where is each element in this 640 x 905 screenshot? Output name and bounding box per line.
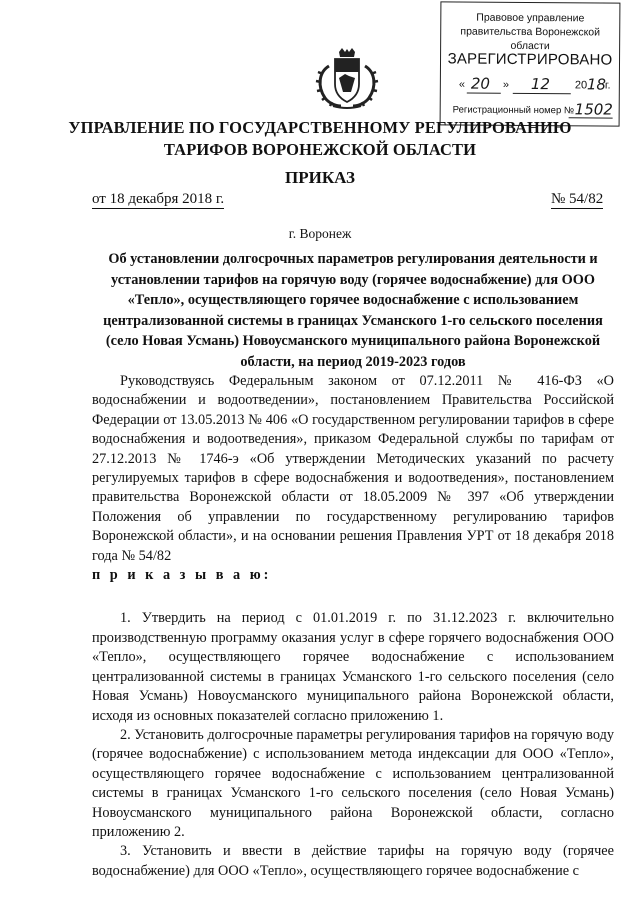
stamp-year-suffix: г. (604, 79, 611, 92)
order-subject: Об установлении долгосрочных параметров регулирования деятельности и установлении тарифов на горячую воду (горячее водоснабжение) для ООО «Тепло», осуществляющего горячее водоснабжение с использованием централизованной системы в границах Усманского 1-го сельского поселения (село Новая Усмань) Новоусманского муниципального района Воронежской области, на период 2019-2023 годов (103, 251, 603, 370)
preamble-text: Руководствуясь Федеральным законом от 07.12.2011 № 416-ФЗ «О водоснабжении и водоотведении», постановлением Правительства Российской Федерации от 13.05.2013 № 406 «О государственном регулировании тарифов в сфере водоснабжения и водоотведения», приказом Федеральной службы по тарифам от 27.12.2013 № 1746-э «Об утверждении Методических указаний по расчету регулируемых тарифов в сфере водоснабжения и водоотведения», постановлением правительства Воронежской области от 18.05.2009 № 397 «Об утверждении Положения об управлении по государственному регулированию тарифов Воронежской области», и на основании решения Правления УРТ от 18 декабря 2018 года № 54/82 (92, 373, 614, 564)
stamp-date-line: « 20 » 12 20 18 г. (458, 74, 611, 94)
authority-name-line2: ТАРИФОВ ВОРОНЕЖСКОЙ ОБЛАСТИ (163, 140, 477, 159)
order-body (92, 372, 614, 881)
voronezh-coat-of-arms-icon (315, 48, 379, 110)
item-3-paragraph: 3. Установить и ввести в действие тарифы на горячую воду (горячее водоснабжение) для ООО «Тепло», осуществляющего горячее водоснабжение с (92, 843, 614, 879)
stamp-registered-label: ЗАРЕГИСТРИРОВАНО (447, 50, 613, 69)
authority-name-line1: УПРАВЛЕНИЕ ПО ГОСУДАРСТВЕННОМУ РЕГУЛИРОВАНИЮ (68, 118, 572, 137)
stamp-day: 20 (470, 74, 491, 93)
stamp-number: 1502 (574, 100, 613, 119)
order-city: г. Воронеж (288, 226, 352, 241)
prikazyvayu-word: п р и к а з ы в а ю: (92, 567, 272, 584)
preamble-paragraph (92, 372, 614, 566)
stamp-month: 12 (530, 75, 551, 94)
registration-stamp (440, 1, 621, 126)
item-1-paragraph: 1. Утвердить на период с 01.01.2019 г. по 31.12.2023 г. включительно производственную программу оказания услуг в сфере горячего водоснабжения ООО «Тепло», осуществляющего горячее водоснабжение с использованием централизованной системы в границах Усманского 1-го сельского поселения (село Новая Усмань) Новоусманского муниципального района Воронежской области, исходя из основных показателей согласно приложению 1. (92, 610, 614, 724)
prikazyvayu-line (92, 566, 614, 585)
stamp-year: 18 (586, 75, 607, 94)
stamp-year-prefix: 20 (574, 79, 588, 92)
order-title: ПРИКАЗ (285, 168, 355, 187)
item-2-paragraph: 2. Установить долгосрочные параметры регулирования тарифов на горячую воду (горячее водоснабжение) с использованием метода индексации для ООО «Тепло», осуществляющего горячее водоснабжение с использованием централизованной системы в границах Усманского 1-го сельского поселения (село Новая Усмань) Новоусманского муниципального района Воронежской области, согласно приложению 2. (92, 726, 614, 840)
order-number: № 54/82 (551, 191, 604, 207)
stamp-department: Правовое управление правительства Воронежской области (460, 11, 601, 53)
stamp-number-label: Регистрационный номер № (452, 104, 575, 117)
order-date: от 18 декабря 2018 г. (92, 191, 225, 207)
